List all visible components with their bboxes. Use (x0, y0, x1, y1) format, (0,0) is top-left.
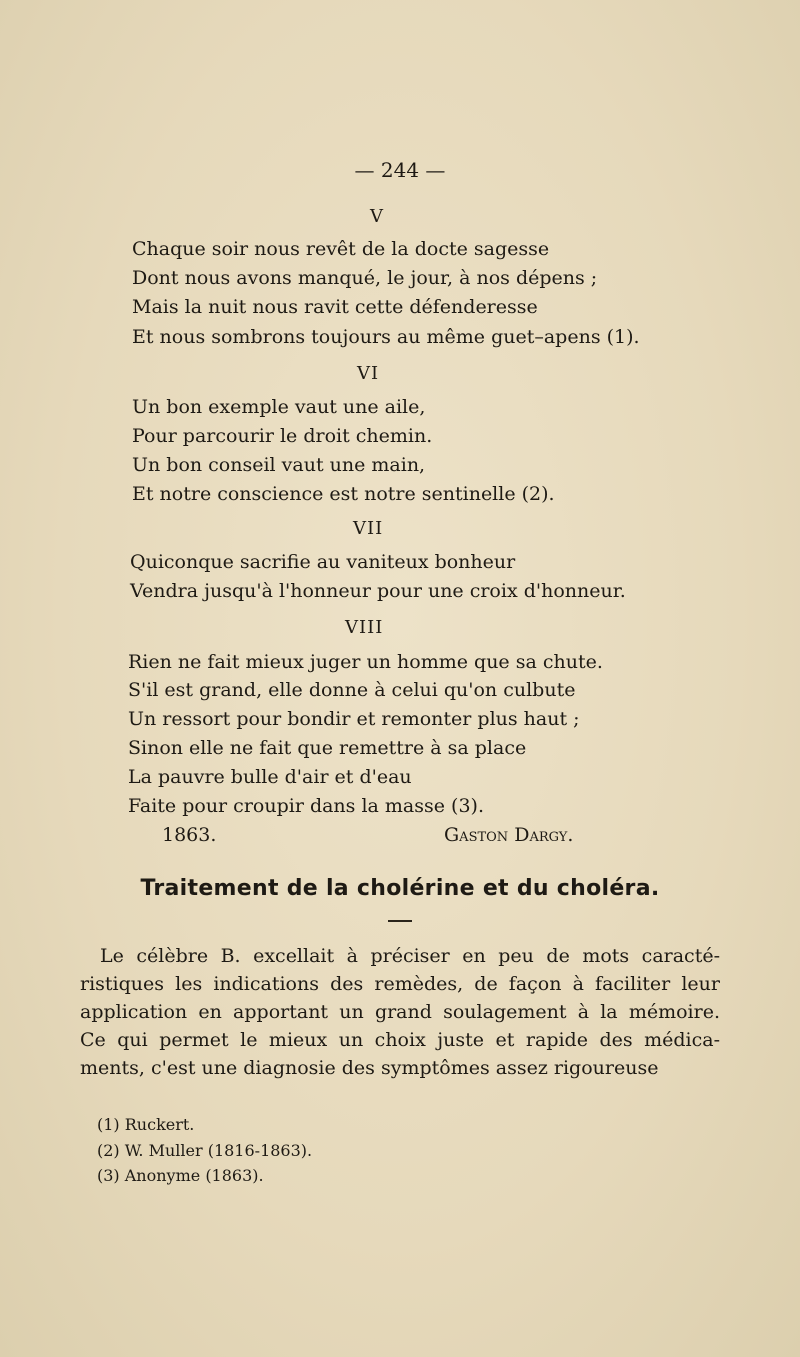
title-divider (388, 920, 412, 922)
section-numeral-vi: VI (357, 363, 380, 384)
verse-line: S'il est grand, elle donne à celui qu'on culbute (128, 679, 576, 701)
paragraph-line: ments, c'est une diagnosie des symptômes assez rigoureuse (80, 1057, 659, 1079)
verse-line: Et notre conscience est notre sentinelle (2). (132, 483, 555, 505)
footnote-1: (1) Ruckert. (97, 1115, 195, 1134)
verse-line: Chaque soir nous revêt de la docte sagesse (132, 238, 550, 260)
section-numeral-viii: VIII (345, 617, 384, 638)
paragraph-line: ristiques les indications des remèdes, de façon à faciliter leur (80, 973, 720, 995)
article-title: Traitement de la cholérine et du choléra. (140, 876, 660, 901)
verse-line: Sinon elle ne fait que remettre à sa place (128, 737, 527, 759)
paragraph-line: Le célèbre B. excellait à préciser en peu de mots caracté- (100, 945, 720, 967)
section-numeral-v: V (370, 206, 384, 227)
paragraph-line: Ce qui permet le mieux un choix juste et rapide des médica- (80, 1029, 720, 1051)
section-numeral-vii: VII (353, 518, 384, 539)
article-paragraph (80, 942, 720, 1082)
verse-line: Et nous sombrons toujours au même guet–apens (1). (132, 326, 640, 348)
signature-year: 1863. (162, 824, 217, 846)
signature-author: Gaston Dargy. (444, 824, 574, 846)
verse-line: Un bon exemple vaut une aile, (132, 396, 426, 418)
verse-line: Dont nous avons manqué, le jour, à nos dépens ; (132, 267, 598, 289)
footnote-3: (3) Anonyme (1863). (97, 1166, 264, 1185)
paragraph-line: application en apportant un grand soulagement à la mémoire. (80, 1001, 720, 1023)
verse-line: Mais la nuit nous ravit cette défenderesse (132, 296, 538, 318)
verse-line: Faite pour croupir dans la masse (3). (128, 795, 484, 817)
verse-line: Pour parcourir le droit chemin. (132, 425, 433, 447)
verse-line: Un bon conseil vaut une main, (132, 454, 426, 476)
page-number: — 244 — (354, 158, 446, 182)
verse-line: Quiconque sacrifie au vaniteux bonheur (130, 551, 516, 573)
footnote-2: (2) W. Muller (1816-1863). (97, 1141, 313, 1160)
verse-line: La pauvre bulle d'air et d'eau (128, 766, 412, 788)
verse-line: Rien ne fait mieux juger un homme que sa chute. (128, 651, 603, 673)
verse-line: Un ressort pour bondir et remonter plus haut ; (128, 708, 580, 730)
verse-line: Vendra jusqu'à l'honneur pour une croix d'honneur. (130, 580, 626, 602)
